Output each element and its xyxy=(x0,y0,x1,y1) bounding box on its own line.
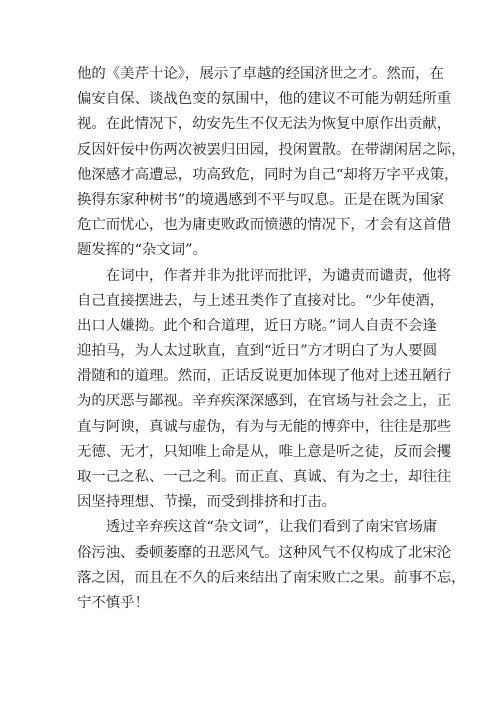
paragraph-1 xyxy=(77,62,466,264)
text-line: 俗污浊、委顿萎靡的丑恶风气。这种风气不仅构成了北宋沦 xyxy=(77,544,452,561)
text-line: 他的《美芹十论》，展示了卓越的经国济世之才。然而，在 xyxy=(77,66,444,82)
text-line: 直与阿谀，真诚与虚伪，有为与无能的博弈中，往往是那些 xyxy=(77,418,452,435)
text-line: 落之因，而且在不久的后来结出了南宋败亡之果。前事不忘， xyxy=(77,569,466,586)
text-line: 视。在此情况下，幼安先生不仅无法为恢复中原作出贡献， xyxy=(77,116,452,133)
text-line: 为的厌恶与鄙视。辛弃疾深深感到，在官场与社会之上，正 xyxy=(77,393,452,410)
text-line: 迎拍马，为人太过耿直，直到“近日”方才明白了为人要圆 xyxy=(77,343,438,360)
text-line: 自己直接摆进去，与上述丑类作了直接对比。“少年使酒， xyxy=(77,292,445,309)
text-line: 出口人嫌拗。此个和合道理，近日方晓。”词人自责不会逢 xyxy=(77,317,437,334)
text-line: 他深感才高遭忌，功高致危，同时为自己“却将万字平戎策， xyxy=(77,166,459,183)
text-line: 宁不慎乎！ xyxy=(77,594,149,611)
text-line: 滑随和的道理。然而，正话反说更加体现了他对上述丑陋行 xyxy=(77,368,452,385)
text-line: 危亡而忧心，也为庸吏败政而愤懑的情况下，才会有这首借 xyxy=(77,217,452,234)
text-line: 无德、无才，只知唯上命是从，唯上意是听之徒，反而会攫 xyxy=(77,443,452,460)
text-line: 反因奸佞中伤两次被罢归田园，投闲置散。在带湖闲居之际， xyxy=(77,141,466,158)
paragraph-3 xyxy=(77,515,466,616)
paragraph-2 xyxy=(77,264,452,516)
text-line: 换得东家种树书”的境遇感到不平与叹息。正是在既为国家 xyxy=(77,191,445,208)
document-page xyxy=(77,62,466,616)
text-line: 题发挥的“杂文词”。 xyxy=(77,242,207,259)
text-line: 透过辛弃疾这首“杂文词”，让我们看到了南宋官场庸 xyxy=(105,519,438,536)
text-line: 在词中，作者并非为批评而批评，为谴责而谴责，他将 xyxy=(105,267,452,284)
text-line: 因坚持理想、节操，而受到排挤和打击。 xyxy=(77,494,337,511)
text-line: 取一己之私、一己之利。而正直、真诚、有为之士，却往往 xyxy=(77,469,452,485)
text-line: 偏安自保、谈战色变的氛围中，他的建议不可能为朝廷所重 xyxy=(77,91,452,108)
